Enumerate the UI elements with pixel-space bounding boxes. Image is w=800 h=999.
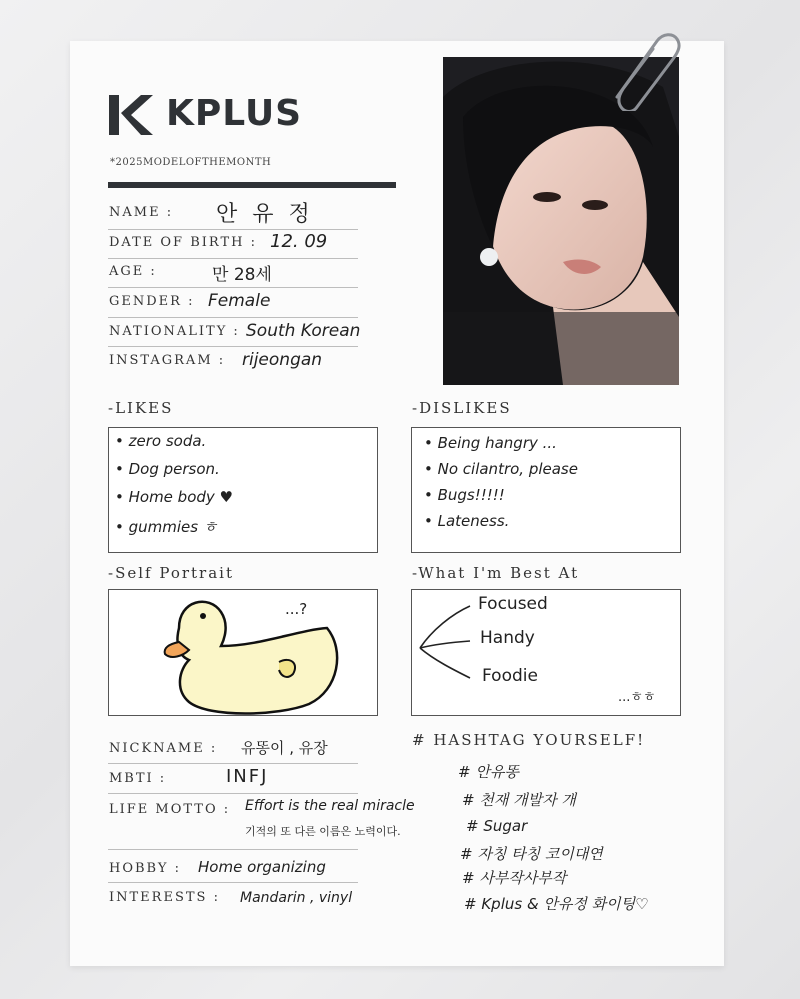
instagram-label: INSTAGRAM : bbox=[109, 353, 226, 368]
best-at-box bbox=[411, 589, 681, 716]
instagram-value: rijeongan bbox=[242, 350, 323, 370]
kplus-logo-icon bbox=[107, 93, 155, 137]
mbti-value: INFJ bbox=[226, 766, 269, 787]
mbti-label: MBTI : bbox=[109, 771, 167, 786]
hashtag-item: # Kplus & 안유정 화이팅♡ bbox=[464, 895, 649, 913]
hashtag-item: # 사부작사부작 bbox=[462, 869, 567, 887]
dislike-item: • Lateness. bbox=[424, 512, 510, 530]
like-item: • gummies ㅎ bbox=[115, 518, 218, 536]
dislike-item: • No cilantro, please bbox=[424, 460, 578, 478]
like-item: • Dog person. bbox=[115, 460, 220, 478]
best-at-item: Foodie bbox=[482, 666, 538, 686]
likes-title: -LIKES bbox=[108, 399, 174, 417]
best-at-item: Focused bbox=[478, 594, 548, 614]
nickname-label: NICKNAME : bbox=[109, 741, 218, 756]
dislikes-box bbox=[411, 427, 681, 553]
paperclip-icon bbox=[607, 27, 681, 111]
age-value: 만 28세 bbox=[212, 265, 272, 285]
best-at-trail: ...ㅎㅎ bbox=[618, 690, 656, 705]
hashtag-item: # 자칭 타칭 코이대연 bbox=[460, 845, 603, 863]
self-portrait-title: -Self Portrait bbox=[108, 564, 234, 582]
nickname-value: 유똥이 , 유장 bbox=[241, 739, 328, 757]
header-bar bbox=[108, 182, 396, 188]
like-item: • zero soda. bbox=[115, 432, 207, 450]
nationality-value: South Korean bbox=[246, 321, 361, 341]
gender-label: GENDER : bbox=[109, 294, 195, 309]
age-label: AGE : bbox=[109, 264, 157, 279]
dislikes-title: -DISLIKES bbox=[412, 399, 512, 417]
gender-value: Female bbox=[208, 291, 271, 311]
like-item: • Home body ♥ bbox=[115, 488, 233, 506]
interests-value: Mandarin , vinyl bbox=[240, 890, 353, 906]
dob-label: DATE OF BIRTH : bbox=[109, 235, 257, 250]
hobby-value: Home organizing bbox=[198, 858, 326, 876]
hashtag-title: # HASHTAG YOURSELF! bbox=[412, 731, 646, 749]
interests-label: INTERESTS : bbox=[109, 890, 220, 905]
best-at-item: Handy bbox=[480, 628, 535, 648]
dislike-item: • Being hangry ... bbox=[424, 434, 557, 452]
life-motto-korean: 기적의 또 다른 이름은 노력이다. bbox=[245, 825, 401, 838]
hashtag-item: # 안유똥 bbox=[458, 763, 519, 781]
brand-tagline: *2025MODELOFTHEMONTH bbox=[110, 157, 272, 168]
duck-drawing-icon bbox=[109, 590, 377, 715]
likes-box bbox=[108, 427, 378, 553]
life-motto-value: Effort is the real miracle bbox=[245, 798, 415, 814]
dislike-item: • Bugs!!!!! bbox=[424, 486, 505, 504]
portrait-note: ...? bbox=[285, 600, 308, 618]
brand-name: KPLUS bbox=[166, 93, 303, 134]
hashtag-item: # 천재 개발자 개 bbox=[462, 791, 576, 809]
name-label: NAME : bbox=[109, 205, 174, 220]
best-at-title: -What I'm Best At bbox=[412, 564, 580, 582]
name-value: 안 유 정 bbox=[216, 202, 314, 227]
hobby-label: HOBBY : bbox=[109, 861, 181, 876]
dob-value: 12. 09 bbox=[270, 231, 328, 252]
nationality-label: NATIONALITY : bbox=[109, 324, 240, 339]
hashtag-item: # Sugar bbox=[466, 817, 528, 835]
self-portrait-box bbox=[108, 589, 378, 716]
life-motto-label: LIFE MOTTO : bbox=[109, 802, 231, 817]
profile-sheet bbox=[70, 41, 724, 966]
